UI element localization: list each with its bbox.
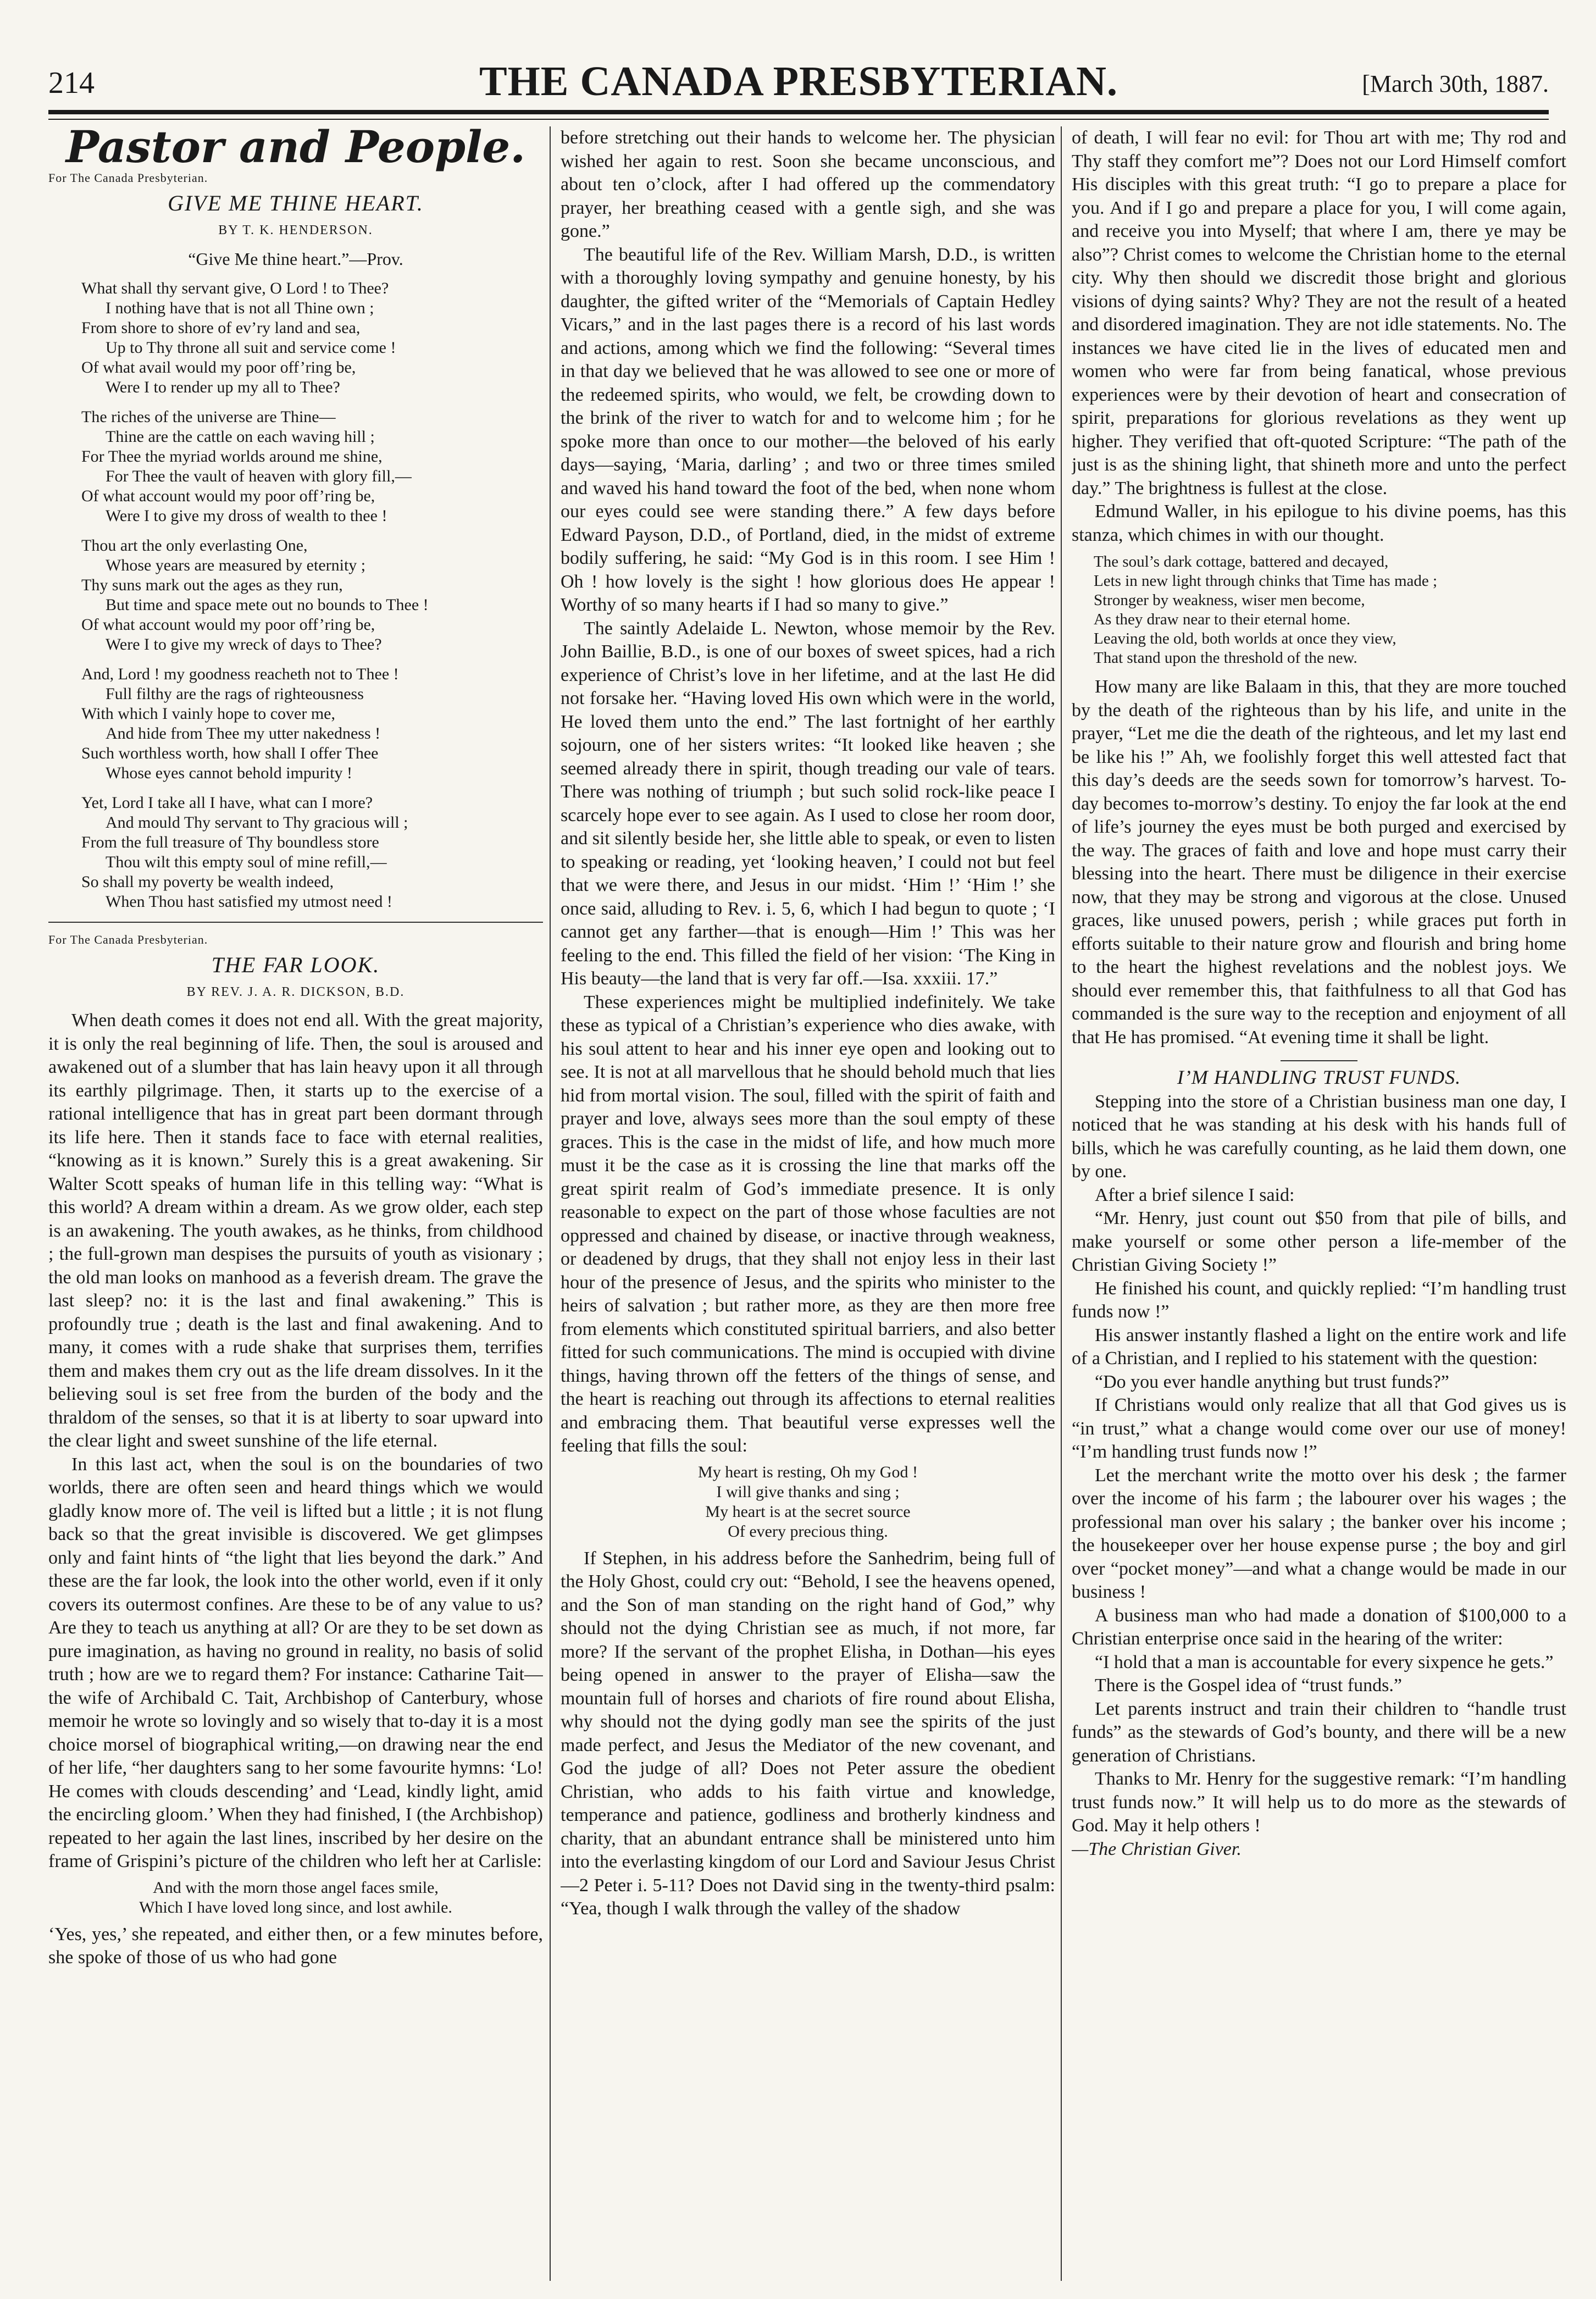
verse-quote (1094, 552, 1566, 668)
section-heading: Pastor and People. (65, 126, 526, 173)
column-2 (561, 126, 1055, 2286)
article-title: THE FAR LOOK. (211, 952, 380, 977)
article-title: I’M HANDLING TRUST FUNDS. (1177, 1066, 1461, 1088)
poem-line: Such worthless worth, how shall I offer Thee (81, 744, 379, 762)
article-author: BY REV. J. A. R. DICKSON, B.D. (186, 984, 405, 999)
article-body (561, 126, 1055, 1458)
paragraph: In this last act, when the soul is on the boundaries of two worlds, there are often seen and heard things which we would gladly know more of. The veil is lifted but a little ; it is not flung back so that the great invisible is discovered. We get glimpses only and faint hints of “the light that lies beyond the dark.” And these are the far look, the look into the other world, even if it only covers its outermost confines. Are these to be of any value to us? Are they to teach us anything at all? Or are they to be set down as pure imagination, as having no ground in reality, no basis of solid truth ; how are we to regard them? For instance: Catharine Tait—the wife of Archibald C. Tait, Archbishop of Canterbury, whose memoir he wrote so lovingly and so wisely that to-day it is a most choice morsel of biographical writing,—on drawing near the end of her life, “her daughters sang to her some favourite hymns: ‘Lo! He comes with clouds descending’ and ‘Lead, kindly light, amid the encircling gloom.’ When they had finished, I (the Archbishop) repeated to her again the last lines, inscribed by her desire on the frame of Grispini’s picture of the children who left her at Carlisle: (48, 1454, 543, 1871)
page-header (48, 58, 1549, 108)
verse-line: My heart is at the secret source (705, 1502, 911, 1521)
issue-date: [March 30th, 1887. (1362, 70, 1549, 97)
article-body (48, 1009, 543, 1874)
column-divider (550, 126, 551, 2281)
article-source: —The Christian Giver. (1072, 1838, 1242, 1859)
paragraph: A business man who had made a donation of $100,000 to a Christian enterprise once said in the hearing of the writer: (1072, 1605, 1566, 1649)
poem-line: Whose eyes cannot behold impurity ! (106, 763, 353, 782)
verse-line: Which I have loved long since, and lost awhile. (139, 1898, 452, 1916)
poem (48, 279, 543, 912)
page-number: 214 (48, 66, 95, 100)
poem-line: Of what account would my poor off’ring be, (81, 486, 375, 505)
poem-line: Were I to give my dross of wealth to thee ! (106, 506, 387, 525)
column-divider (1061, 126, 1062, 2281)
paragraph: He finished his count, and quickly replied: “I’m handling trust funds now !” (1072, 1278, 1566, 1322)
poem-line: I nothing have that is not all Thine own ; (106, 298, 374, 317)
paragraph: The beautiful life of the Rev. William Marsh, D.D., is written with a thoroughly loving sympathy and genuine honesty, by his daughter, the gifted writer of the “Memorials of Captain Hedley Vicars,” and in the last pages there is a record of his last words and actions, among which we find the following: “Several times in that day we believed that he was allowed to see one or more of the redeemed spirits, who would, we felt, be crowding down to the brink of the river to watch for and to welcome him ; for he spoke more than once to our mother—the beloved of his early days—saying, ‘Maria, darling’ ; and two or three times smiled and waved his hand toward the foot of the bed, when none whom our eyes could see were standing there.” A few days before Edward Payson, D.D., of Portland, died, in the midst of extreme bodily suffering, he said: “My God is in this room. I see Him ! Oh ! how lovely is the sight ! how glorious does He appear ! Worthy of so many hearts if I had so many to give.” (561, 244, 1055, 615)
paragraph: If Stephen, in his address before the Sanhedrim, being full of the Holy Ghost, could cry out: “Behold, I see the heavens opened, and the Son of man standing on the right hand of God,” why should not the dying Christian see as much, if not more, far more? If the servant of the prophet Elisha, in Dothan—his eyes being opened in answer to the prayer of Elisha—saw the mountain full of horses and chariots of fire round about Elisha, why should not the dying godly man see the spirits of the just made perfect, and Jesus the Mediator of the new covenant, and God the judge of all? Does not Peter assure the obedient Christian, who adds to his faith virtue and knowledge, temperance and patience, godliness and brotherly kindness and charity, that an abundant entrance shall be ministered unto him into the everlasting kingdom of our Lord and Saviour Jesus Christ—2 Peter i. 5-11? Does not David sing in the twenty-third psalm: “Yea, though I walk through the valley of the shadow (561, 1548, 1055, 1919)
poem-line: For Thee the myriad worlds around me shine, (81, 447, 383, 466)
paragraph: There is the Gospel idea of “trust funds.” (1095, 1675, 1402, 1696)
verse-line: That stand upon the threshold of the new. (1094, 649, 1357, 667)
stanza (81, 793, 543, 912)
verse-quote (561, 1463, 1055, 1542)
paragraph: Edmund Waller, in his epilogue to his divine poems, has this stanza, which chimes in with our thought. (1072, 501, 1566, 545)
for-line: For The Canada Presbyterian. (48, 932, 208, 946)
article-divider (1281, 1060, 1357, 1061)
paragraph: Let parents instruct and train their children to “handle trust funds” as the stewards of God’s bounty, and there will be a new generation of Christians. (1072, 1698, 1566, 1766)
poem-line: Of what avail would my poor off’ring be, (81, 358, 356, 376)
verse-line: The soul’s dark cottage, battered and decayed, (1094, 553, 1389, 570)
poem-line: And mould Thy servant to Thy gracious will ; (106, 813, 408, 832)
stanza (81, 664, 543, 783)
poem-line: Were I to render up my all to Thee? (106, 378, 340, 396)
paragraph: “I hold that a man is accountable for every sixpence he gets.” (1095, 1652, 1554, 1672)
verse-line: Lets in new light through chinks that Time has made ; (1094, 572, 1438, 590)
verse-line: As they draw near to their eternal home. (1094, 611, 1351, 628)
poem-line: From the full treasure of Thy boundless store (81, 833, 379, 851)
verse-line: I will give thanks and sing ; (716, 1482, 900, 1501)
article-body (1072, 126, 1566, 547)
paragraph: “Mr. Henry, just count out $50 from that pile of bills, and make yourself or some other person a life-member of the Christian Giving Society !” (1072, 1208, 1566, 1275)
article-author: BY T. K. HENDERSON. (218, 223, 373, 237)
poem-line: So shall my poverty be wealth indeed, (81, 872, 334, 891)
stanza (81, 536, 543, 655)
poem-line: The riches of the universe are Thine— (81, 407, 336, 426)
poem-line: When Thou hast satisfied my utmost need ! (106, 892, 392, 911)
paragraph: of death, I will fear no evil: for Thou art with me; Thy rod and Thy staff they comfort me”? Does not our Lord Himself comfort His disciples with this great truth: “I go to prepare a place for you. And if I go and prepare a place for you, I will come again, and receive you into Myself; that where I am, there ye may be also”? Christ comes to welcome the Christian home to the eternal city. Why then should we discredit those bright and glorious visions of dying saints? Why? They are not the result of a heated and disordered imagination. They are not idle statements. No. The instances we have cited lie in the lives of educated men and women who were far from being fanatical, whose previous experiences were by their devotion of heart and consecration of spirit, preparations for glorious revelations as they went up higher. They verified that oft-quoted Scripture: “The path of the just is as the shining light, that shineth more and unto the perfect day.” The brightness is fullest at the close. (1072, 128, 1566, 498)
poem-line: But time and space mete out no bounds to Thee ! (106, 595, 429, 614)
verse-line: Stronger by weakness, wiser men become, (1094, 591, 1365, 609)
stanza (81, 407, 543, 526)
article-title: GIVE ME THINE HEART. (168, 191, 424, 215)
article-divider (48, 922, 543, 923)
header-rule-thick (48, 110, 1549, 114)
epigraph: “Give Me thine heart.”—Prov. (188, 249, 403, 269)
poem-line: Yet, Lord I take all I have, what can I more? (81, 793, 373, 812)
poem-line: For Thee the vault of heaven with glory fill,— (106, 467, 412, 485)
poem-line: From shore to shore of ev’ry land and sea, (81, 318, 361, 337)
poem-line: Were I to give my wreck of days to Thee? (106, 635, 382, 653)
poem-line: Up to Thy throne all suit and service come ! (106, 338, 396, 357)
column-1 (48, 126, 543, 2286)
header-rule-thin (48, 119, 1549, 120)
paragraph: The saintly Adelaide L. Newton, whose memoir by the Rev. John Baillie, B.D., is one of our boxes of sweet spices, had a rich experience of Christ’s love in her lifetime, and at the last He did not forsake her. “Having loved His own which were in the world, He loved them unto the end.” The last fortnight of her earthly sojourn, one of her sisters writes: “It looked like heaven ; she seemed already there in spirit, though treading our vale of tears. There was nothing of triumph ; but such solid rock-like peace I scarcely hope ever to see again. As I used to close her room door, and sit silently beside her, she little able to speak, or even to listen to speaking or reading, yet ‘looking heaven,’ I could not but feel that we were there, and Jesus in our midst. ‘Him !’ ‘Him !’ she once said, alluding to Rev. i. 5, 6, which I had begun to quote ; ‘I cannot get any farther—that is enough—Him !’ This was her feeling to the end. This filled the field of her vision: ‘The King in His beauty—the land that is very far off.—Isa. xxxiii. 17.” (561, 618, 1055, 989)
poem-line: Thine are the cattle on each waving hill ; (106, 427, 375, 446)
poem-line: Thou wilt this empty soul of mine refill,— (106, 852, 387, 871)
verse-line: My heart is resting, Oh my God ! (698, 1463, 918, 1481)
poem-line: Thy suns mark out the ages as they run, (81, 575, 343, 594)
poem-line: And hide from Thee my utter nakedness ! (106, 724, 381, 743)
verse-quote (48, 1878, 543, 1918)
poem-line: Thou art the only everlasting One, (81, 536, 308, 555)
verse-line: Of every precious thing. (728, 1522, 888, 1541)
article-body (1072, 675, 1566, 1049)
stanza (81, 279, 543, 397)
paragraph: When death comes it does not end all. With the great majority, it is only the real beginning of life. Then, the soul is aroused and awakened out of a slumber that has lain heavy upon it all through its earthly pilgrimage. Then, it starts up to the exercise of a rational intelligence that has in great part been dormant through its life here. Then it stands face to face with eternal realities, “knowing as it is known.” Surely this is a great awakening. Sir Walter Scott speaks of human life in this telling way: “What is this world? A dream within a dream. As we grow older, each step is an awakening. The youth awakes, as he thinks, from childhood ; the full-grown man despises the pursuits of youth as visionary ; the old man looks on manhood as a feverish dream. The grave the last sleep? no: it is the last and final awakening.” This is profoundly true ; death is the last and final awakening. And to many, it comes with a rude shake that surprises them, terrifies them and makes them cry out as the life dream dissolves. In it the believing soul is set free from the burden of the body and the thraldom of the senses, so that it is at liberty to soar upward into the clear light and sweet sunshine of the life eternal. (48, 1010, 543, 1451)
paragraph: These experiences might be multiplied indefinitely. We take these as typical of a Christian’s experience who dies awake, with his soul attent to hear and his inner eye open and looking out to see. It is not at all marvellous that he should behold much that lies hid from mortal vision. The soul, filled with the spirit of faith and prayer and love, always sees more than the soul empty of these graces. This is the case in the midst of life, and how much more must it be the case as it is crossing the line that marks off the great spirit realm of God’s immediate presence. It is only reasonable to expect on the part of those whose faculties are not oppressed and chained by disease, or inactive through weakness, or deadened by drugs, that they shall not enjoy less in their last hour of the presence of Jesus, and the spirits who minister to the heirs of salvation ; but rather more, as they are then more free from elements which constituted spiritual barriers, and also better fitted for such communications. The mind is occupied with divine things, having thrown off the fetters of the things of sense, and the heart is reaching out through its affections to eternal realities and embracing them. That beautiful verse expresses well the feeling that fills the soul: (561, 991, 1055, 1456)
paragraph: “Do you ever handle anything but trust funds?” (1095, 1371, 1449, 1392)
journal-title: THE CANADA PRESBYTERIAN. (479, 58, 1118, 104)
paragraph: before stretching out their hands to welcome her. The physician wished her again to rest. Soon she became unconscious, and about ten o’clock, after I had offered up the commendatory prayer, her breathing ceased with a gentle sigh, and she was gone.” (561, 128, 1055, 241)
paragraph: ‘Yes, yes,’ she repeated, and either then, or a few minutes before, she spoke of those of us who had gone (48, 1924, 543, 1968)
article-body (1072, 1090, 1566, 1838)
paragraph: Let the merchant write the motto over his desk ; the farmer over the income of his farm ; the labourer over his wages ; the professional man over his salary ; the banker over his income ; the housekeeper over her house expense purse ; the boy and girl over “pocket money”—and what a change would be made in our business ! (1072, 1465, 1566, 1602)
poem-line: And, Lord ! my goodness reacheth not to Thee ! (81, 664, 399, 683)
poem-line: Full filthy are the rags of righteousness (106, 684, 364, 703)
verse-line: Leaving the old, both worlds at once they view, (1094, 630, 1396, 647)
poem-line: What shall thy servant give, O Lord ! to Thee? (81, 279, 389, 297)
verse-line: And with the morn those angel faces smile, (153, 1878, 439, 1897)
poem-line: Of what account would my poor off’ring be, (81, 615, 375, 634)
paragraph: How many are like Balaam in this, that they are more touched by the death of the righteous than by his life, and unite in the prayer, “Let me die the death of the righteous, and let my last end be like his !” Ah, we foolishly forget this well attested fact that this day’s deeds are the seeds sown for tomorrow’s harvest. To-day becomes to-morrow’s destiny. To enjoy the far look at the end of life’s journey the eyes must be both purged and exercised by the way. The graces of faith and love and hope must carry their blessing into the heart. There must be diligence in their exercise now, that they may be strong and vigorous at the close. Unused graces, like unused powers, perish ; while graces put forth in efforts suitable to their nature grow and flourish and bring home to the heart the highest revelations and the noblest joys. We should ever remember this, that faithfulness to all that God has commanded is the sure way to the reception and enjoyment of all that He has promised. “At evening time it shall be light. (1072, 677, 1566, 1048)
paragraph: Stepping into the store of a Christian business man one day, I noticed that he was standing at his desk with his hands full of bills, which he was carefully counting, as he laid them down, one by one. (1072, 1091, 1566, 1182)
poem-line: With which I vainly hope to cover me, (81, 704, 335, 723)
column-3 (1072, 126, 1566, 2286)
paragraph: Thanks to Mr. Henry for the suggestive remark: “I’m handling trust funds now.” It will help us to do more as the stewards of God. May it help others ! (1072, 1769, 1566, 1836)
poem-line: Whose years are measured by eternity ; (106, 556, 366, 574)
paragraph: If Christians would only realize that all that God gives us is “in trust,” what a change would come over our use of money! “I’m handling trust funds now !” (1072, 1395, 1566, 1462)
paragraph: After a brief silence I said: (1095, 1184, 1295, 1205)
for-line: For The Canada Presbyterian. (48, 170, 208, 185)
paragraph: His answer instantly flashed a light on the entire work and life of a Christian, and I replied to his statement with the question: (1072, 1325, 1566, 1369)
